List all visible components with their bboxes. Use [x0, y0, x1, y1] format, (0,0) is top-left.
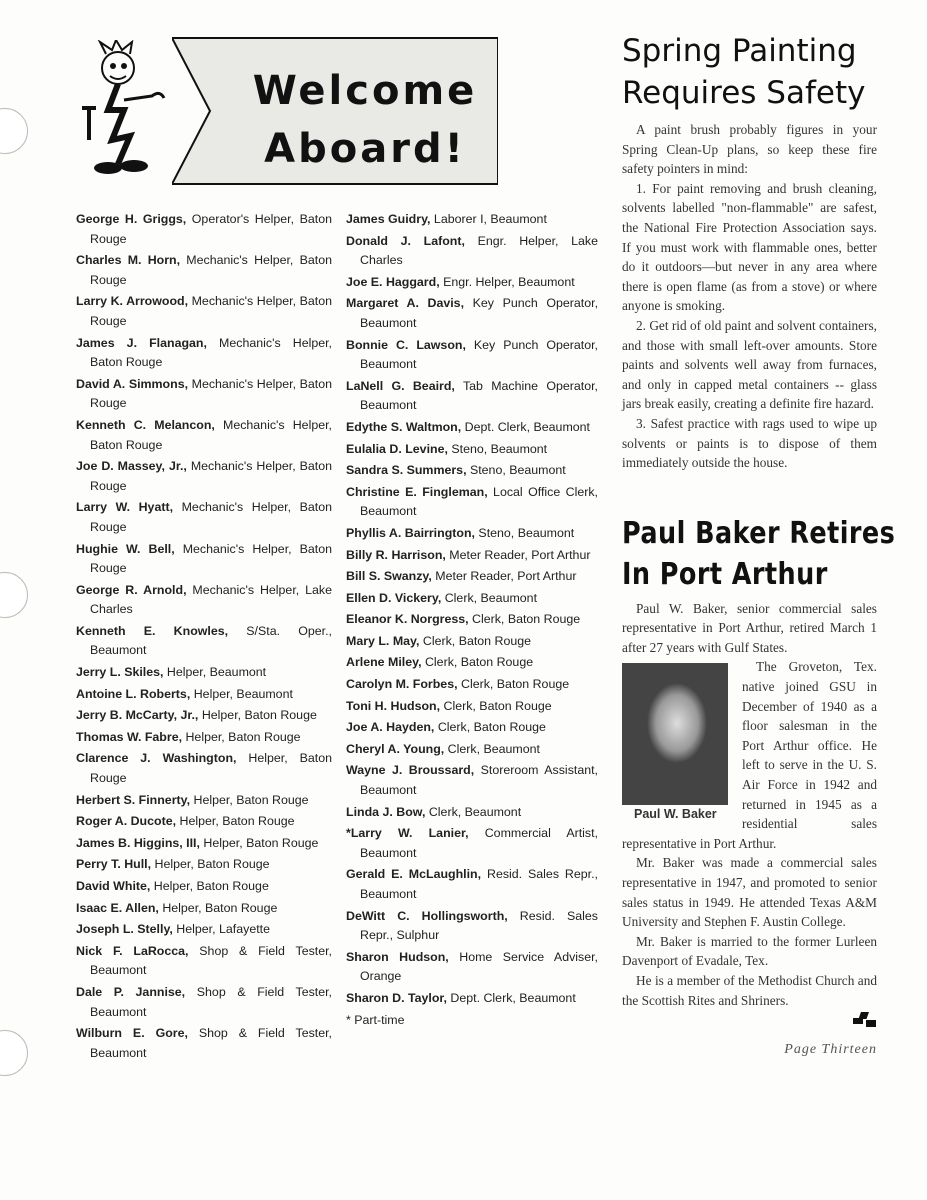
employee-position: Mechanic's Helper, Baton Rouge — [90, 459, 332, 493]
employee-name: James J. Flanagan, — [76, 335, 207, 350]
employee-entry — [346, 524, 598, 544]
employee-entry — [76, 663, 332, 683]
employee-name: Billy R. Harrison, — [346, 547, 446, 562]
employee-position: Helper, Baton Rouge — [182, 729, 301, 744]
employee-entry — [346, 589, 598, 609]
employee-name: Sharon Hudson, — [346, 949, 449, 964]
employee-position: Clerk, Beaumont — [425, 804, 522, 819]
employee-position: Helper, Beaumont — [163, 665, 267, 680]
employee-position: Key Punch Operator, Beaumont — [360, 337, 599, 372]
employee-name: Margaret A. Davis, — [346, 296, 465, 311]
employee-entry — [346, 567, 598, 587]
employee-name: Christine E. Fingleman, — [346, 484, 488, 499]
article-paragraph: A paint brush probably figures in your Spring Clean-Up plans, so keep these fire safety pointers in mind: — [622, 122, 877, 177]
employee-name: *Larry W. Lanier, — [346, 826, 469, 841]
employee-name: Joe D. Massey, Jr., — [76, 459, 187, 474]
photo-caption: Paul W. Baker — [634, 807, 717, 822]
employee-entry — [76, 457, 332, 496]
employee-name: Thomas W. Fabre, — [76, 729, 183, 744]
employee-position: Engr. Helper, Beaumont — [439, 274, 575, 289]
employee-name: James Guidry, — [346, 212, 431, 226]
article-paragraph: 1. For paint removing and brush cleaning, solvents labelled "non-flammable" are safest, the National Fire Protection Association says. If you must work with flammable ones, better do it outdoors—but never in any area where there is open flame (as from a stove) or where anyone is smoking. — [622, 180, 877, 314]
employee-position: Resid. Sales Repr., Beaumont — [360, 867, 598, 901]
employee-name: Nick F. LaRocca, — [76, 943, 189, 958]
employee-position: Resid. Sales Repr., Sulphur — [360, 908, 598, 943]
article-paragraph: He is a member of the Methodist Church and the Scottish Rites and Shriners. — [622, 972, 877, 1008]
employee-position: Meter Reader, Port Arthur — [445, 547, 591, 562]
spring-painting-headline: Spring Painting Requires Safety — [622, 33, 866, 111]
employee-name: Dale P. Jannise, — [76, 984, 186, 999]
employee-position: Helper, Baton Rouge — [176, 814, 295, 829]
employee-position: Key Punch Operator, Beaumont — [360, 296, 599, 330]
employee-entry — [76, 498, 332, 537]
employee-name: Phyllis A. Bairrington, — [346, 525, 475, 540]
employee-entry — [76, 749, 332, 788]
article-paragraph: Mr. Baker is married to the former Lurleen Davenport of Evadale, Tex. — [622, 933, 877, 969]
employee-entry — [346, 418, 598, 438]
employee-entry — [346, 232, 598, 271]
employee-entry — [76, 834, 332, 854]
employee-position: Tab Machine Operator, Beaumont — [360, 378, 599, 413]
employee-name: Jerry B. McCarty, Jr., — [76, 708, 199, 723]
employee-entry — [76, 540, 332, 579]
employee-name: Larry W. Hyatt, — [76, 500, 174, 515]
paul-baker-article — [622, 599, 877, 1010]
employee-entry — [346, 653, 598, 673]
employee-position: Mechanic's Helper, Baton Rouge — [90, 294, 332, 328]
employee-position: Helper, Lafayette — [172, 922, 270, 937]
employee-position: Mechanic's Helper, Baton Rouge — [90, 541, 332, 576]
employee-position: Mechanic's Helper, Baton Rouge — [90, 376, 332, 411]
portrait-figure — [622, 661, 742, 825]
employee-entry — [346, 948, 598, 987]
binder-hole — [0, 108, 28, 154]
employee-name: Antoine L. Roberts, — [76, 686, 191, 701]
employee-name: Mary L. May, — [346, 633, 420, 648]
employee-entry — [76, 728, 332, 748]
employee-entry — [346, 294, 598, 333]
spring-painting-article — [622, 120, 877, 473]
employee-position: Engr. Helper, Lake Charles — [360, 233, 599, 268]
employee-entry — [346, 610, 598, 630]
employee-entry — [346, 440, 598, 460]
employee-entry — [346, 632, 598, 652]
employee-position: * Part-time — [346, 1012, 405, 1027]
end-mark-icon — [853, 1012, 877, 1028]
end-mark-row — [622, 1012, 877, 1028]
employee-name: Larry K. Arrowood, — [76, 294, 189, 309]
employee-name: Joe A. Hayden, — [346, 720, 435, 735]
employee-entry — [346, 718, 598, 738]
employee-entry — [76, 251, 332, 290]
employee-position: Mechanic's Helper, Lake Charles — [90, 582, 332, 617]
employee-position: Operator's Helper, Baton Rouge — [90, 212, 332, 246]
paul-baker-photo — [622, 663, 728, 805]
employee-entry — [346, 697, 598, 717]
employee-entry — [76, 791, 332, 811]
employee-entry — [346, 824, 598, 863]
new-employees-list-left — [76, 210, 332, 1065]
employee-name: Wilburn E. Gore, — [76, 1026, 188, 1041]
employee-name: Toni H. Hudson, — [346, 698, 441, 713]
employee-name: Roger A. Ducote, — [76, 814, 177, 829]
employee-entry — [76, 812, 332, 832]
employee-entry — [346, 1011, 598, 1031]
employee-name: Arlene Miley, — [346, 655, 422, 670]
page-number: Page Thirteen — [784, 1042, 877, 1058]
article-paragraph: The Groveton, Tex. native joined GSU in December of 1940 as a floor salesman in the Port Arthur office. He left to serve in the U. S. Air Force in 1942 and returned in 1945 as a residential sales representative in Port Arthur. — [622, 659, 877, 851]
employee-name: Cheryl A. Young, — [346, 741, 445, 756]
employee-position: Mechanic's Helper, Baton Rouge — [90, 253, 332, 287]
employee-name: Donald J. Lafont, — [346, 233, 465, 248]
employee-position: Clerk, Baton Rouge — [419, 633, 532, 648]
employee-name: David White, — [76, 879, 151, 893]
employee-position: Shop & Field Tester, Beaumont — [90, 1026, 332, 1060]
employee-entry — [76, 292, 332, 331]
binder-hole — [0, 1030, 28, 1076]
employee-entry — [346, 546, 598, 566]
employee-name: Sandra S. Summers, — [346, 463, 467, 478]
employee-position: Mechanic's Helper, Baton Rouge — [90, 417, 332, 452]
employee-position: Meter Reader, Port Arthur — [431, 569, 577, 584]
employee-name: George H. Griggs, — [76, 212, 187, 226]
employee-position: Helper, Baton Rouge — [199, 835, 319, 850]
employee-name: George R. Arnold, — [76, 582, 187, 597]
employee-entry — [76, 685, 332, 705]
employee-position: Storeroom Assistant, Beaumont — [360, 763, 598, 798]
employee-position: Steno, Beaumont — [466, 463, 566, 478]
employee-position: Clerk, Beaumont — [441, 590, 538, 605]
employee-position: Dept. Clerk, Beaumont — [446, 990, 576, 1005]
employee-position: Clerk, Baton Rouge — [457, 677, 570, 692]
employee-name: Clarence J. Washington, — [76, 751, 237, 766]
employee-entry — [76, 622, 332, 661]
employee-position: Clerk, Baton Rouge — [434, 720, 546, 735]
employee-name: Eleanor K. Norgress, — [346, 612, 469, 627]
new-employees-list-middle — [346, 210, 598, 1032]
employee-entry — [76, 334, 332, 373]
employee-name: Edythe S. Waltmon, — [346, 419, 462, 434]
employee-name: LaNell G. Beaird, — [346, 378, 455, 393]
employee-name: James B. Higgins, III, — [76, 835, 200, 850]
reddy-kilowatt-mascot-icon — [78, 40, 178, 180]
employee-entry — [346, 740, 598, 760]
right-column — [622, 30, 896, 1058]
employee-name: David A. Simmons, — [76, 376, 189, 391]
employee-entry — [346, 907, 598, 946]
article-paragraph: 2. Get rid of old paint and solvent containers, and those with small left-over amounts. Store paints and solvents well away from furnaces, and only in capped metal containers -- glass jars break easily, creating a definite fire hazard. — [622, 317, 877, 412]
employee-position: Mechanic's Helper, Baton Rouge — [90, 335, 332, 370]
paul-baker-headline: Paul Baker Retires In Port Arthur — [622, 515, 896, 592]
employee-name: Joe E. Haggard, — [346, 274, 440, 289]
employee-position: Shop & Field Tester, Beaumont — [90, 943, 332, 978]
employee-position: Clerk, Baton Rouge — [440, 698, 552, 713]
employee-entry — [346, 761, 598, 800]
employee-position: Shop & Field Tester, Beaumont — [90, 984, 332, 1019]
employee-name: Jerry L. Skiles, — [76, 665, 164, 680]
employee-position: Helper, Baton Rouge — [190, 792, 309, 807]
employee-entry — [346, 989, 598, 1009]
article-paragraph: 3. Safest practice with rags used to wipe up solvents or paints is to dispose of them immediately outside the house. — [622, 415, 877, 471]
employee-entry — [76, 210, 332, 249]
employee-position: Helper, Baton Rouge — [150, 879, 269, 893]
employee-name: Kenneth C. Melancon, — [76, 417, 215, 432]
employee-position: Mechanic's Helper, Baton Rouge — [90, 500, 332, 534]
employee-position: Helper, Baton Rouge — [151, 857, 270, 872]
employee-entry — [76, 855, 332, 875]
article-paragraph: Mr. Baker was made a commercial sales representative in 1947, and promoted to senior sales status in 1949. He attended Texas A&M University and Stephen F. Austin College. — [622, 855, 877, 930]
employee-entry — [346, 461, 598, 481]
employee-name: Charles M. Horn, — [76, 253, 181, 268]
employee-name: Gerald E. McLaughlin, — [346, 867, 482, 882]
employee-entry — [76, 877, 332, 897]
employee-entry — [76, 920, 332, 940]
employee-name: Bill S. Swanzy, — [346, 569, 432, 584]
employee-entry — [346, 210, 598, 230]
employee-position: Helper, Beaumont — [190, 686, 293, 701]
employee-position: Helper, Baton Rouge — [90, 751, 332, 786]
employee-entry — [76, 983, 332, 1022]
employee-position: Laborer I, Beaumont — [430, 212, 547, 226]
employee-name: Herbert S. Finnerty, — [76, 792, 191, 807]
employee-entry — [346, 273, 598, 293]
employee-name: Bonnie C. Lawson, — [346, 337, 466, 352]
employee-position: Clerk, Baton Rouge — [421, 655, 534, 670]
welcome-title: Welcome Aboard! — [252, 68, 478, 172]
employee-name: Perry T. Hull, — [76, 857, 152, 872]
employee-entry — [76, 581, 332, 620]
employee-position: Helper, Baton Rouge — [158, 900, 278, 915]
employee-name: DeWitt C. Hollingsworth, — [346, 908, 508, 923]
employee-entry — [346, 865, 598, 904]
employee-name: Isaac E. Allen, — [76, 900, 159, 915]
binder-hole — [0, 572, 28, 618]
employee-position: Local Office Clerk, Beaumont — [360, 484, 598, 519]
article-paragraph: Paul W. Baker, senior commercial sales representative in Port Arthur, retired March 1 after 27 years with Gulf States. — [622, 600, 877, 655]
employee-position: Clerk, Beaumont — [444, 741, 540, 756]
employee-position: S/Sta. Oper., Beaumont — [90, 623, 332, 658]
employee-entry — [76, 706, 332, 726]
employee-position: Clerk, Baton Rouge — [468, 612, 581, 627]
employee-position: Helper, Baton Rouge — [198, 708, 317, 723]
employee-name: Ellen D. Vickery, — [346, 590, 442, 605]
employee-position: Steno, Beaumont — [474, 525, 575, 540]
employee-position: Home Service Adviser, Orange — [360, 949, 599, 984]
employee-name: Hughie W. Bell, — [76, 541, 175, 556]
employee-entry — [346, 483, 598, 522]
employee-entry — [346, 377, 598, 416]
employee-entry — [76, 1024, 332, 1063]
employee-name: Carolyn M. Forbes, — [346, 677, 458, 692]
employee-entry — [76, 375, 332, 414]
employee-position: Dept. Clerk, Beaumont — [461, 419, 590, 434]
employee-name: Linda J. Bow, — [346, 804, 426, 819]
employee-entry — [346, 803, 598, 823]
employee-name: Sharon D. Taylor, — [346, 990, 447, 1005]
employee-name: Eulalia D. Levine, — [346, 441, 448, 456]
employee-entry — [346, 336, 598, 375]
employee-name: Wayne J. Broussard, — [346, 763, 475, 778]
employee-entry — [346, 675, 598, 695]
employee-entry — [76, 899, 332, 919]
employee-name: Joseph L. Stelly, — [76, 922, 173, 937]
employee-position: Commercial Artist, Beaumont — [360, 826, 598, 860]
employee-entry — [76, 416, 332, 455]
employee-position: Steno, Beaumont — [447, 441, 548, 456]
employee-entry — [76, 942, 332, 981]
employee-name: Kenneth E. Knowles, — [76, 623, 229, 638]
